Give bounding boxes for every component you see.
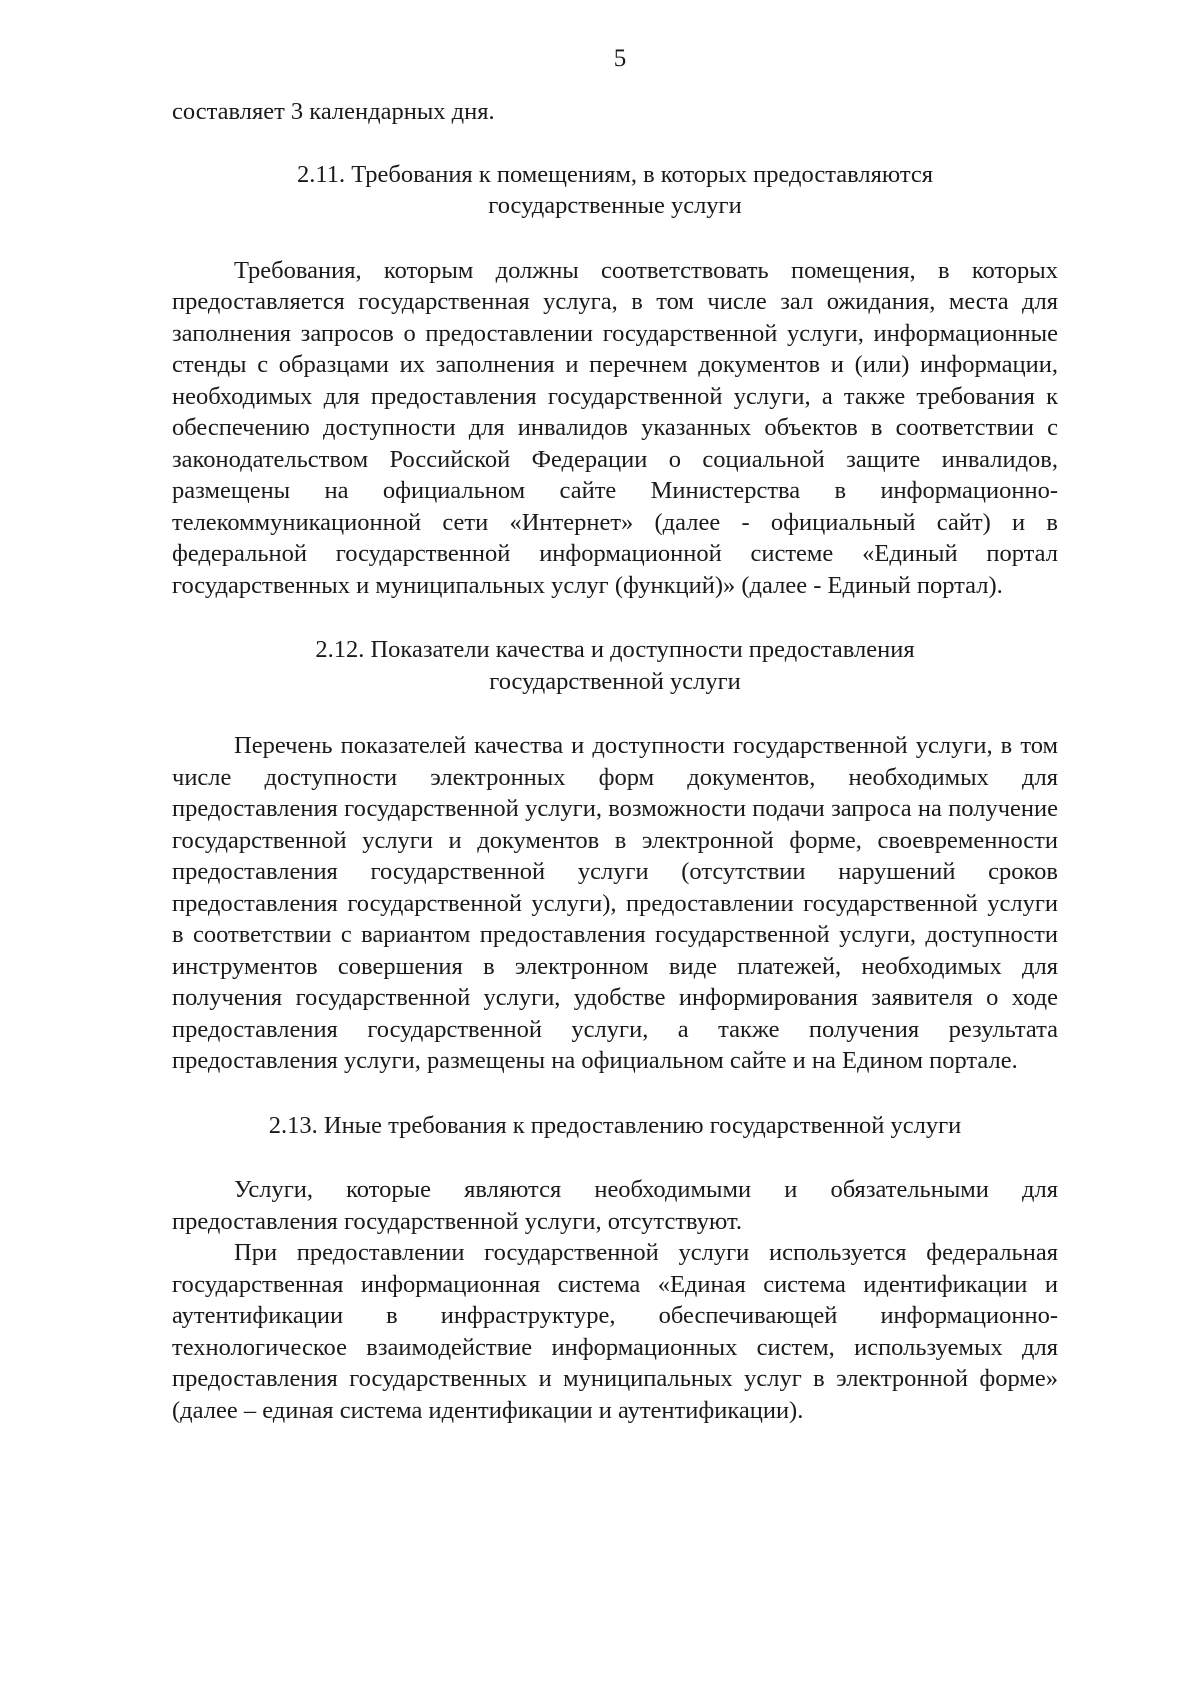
section-2-13 bbox=[172, 1110, 1058, 1427]
section-2-11-heading-line2: государственные услуги bbox=[488, 192, 742, 219]
document-body bbox=[172, 96, 1058, 1426]
page-number: 5 bbox=[613, 45, 627, 72]
section-2-11-paragraph: Требования, которым должны соответствовать помещения, в которых предоставляется государственная услуга, в том числе зал ожидания, места для заполнения запросов о предоставлении государственной услуги, информационные стенды с образцами их заполнения и перечнем документов и (или) информации, необходимых для предоставления государственной услуги, а также требования к обеспечению доступности для инвалидов указанных объектов в соответствии с законодательством Российской Федерации о социальной защите инвалидов, размещены на официальном сайте Министерства в информационно-телекоммуникационной сети «Интернет» (далее - официальный сайт) и в федеральной государственной информационной системе «Единый портал государственных и муниципальных услуг (функций)» (далее - Единый портал). bbox=[172, 256, 1058, 599]
section-2-11 bbox=[172, 159, 1058, 602]
intro-line: составляет 3 календарных дня. bbox=[172, 98, 495, 125]
section-2-12-heading-line2: государственной услуги bbox=[489, 667, 741, 695]
section-2-13-heading: 2.13. Иные требования к предоставлению государственной услуги bbox=[268, 1111, 962, 1139]
section-2-13-paragraph-2: При предоставлении государственной услуги используется федеральная государственная информационная система «Единая система идентификации и аутентификации в инфраструктуре, обеспечивающей информационно-технологическое взаимодействие информационных систем, используемых для предоставления государственных и муниципальных услуг в электронной форме» (далее – единая система идентификации и аутентификации). bbox=[172, 1239, 1058, 1424]
section-2-12-heading-line1: 2.12. Показатели качества и доступности предоставления bbox=[315, 636, 915, 663]
section-2-12-paragraph: Перечень показателей качества и доступности государственной услуги, в том числе доступности электронных форм документов, необходимых для предоставления государственной услуги, возможности подачи запроса на получение государственной услуги и документов в электронной форме, своевременности предоставления государственной услуги (отсутствии нарушений сроков предоставления государственной услуги), предоставлении государственной услуги в соответствии с вариантом предоставления государственной услуги, доступности инструментов совершения в электронном виде платежей, необходимых для получения государственной услуги, удобстве информирования заявителя о ходе предоставления государственной услуги, а также получения результата предоставления услуги, размещены на официальном сайте и на Едином портале. bbox=[172, 732, 1058, 1074]
section-2-13-paragraph-1: Услуги, которые являются необходимыми и обязательными для предоставления государственной услуги, отсутствуют. bbox=[172, 1176, 1058, 1235]
section-2-12 bbox=[172, 634, 1058, 1077]
section-2-11-heading-line1: 2.11. Требования к помещениям, в которых предоставляются bbox=[297, 160, 933, 188]
